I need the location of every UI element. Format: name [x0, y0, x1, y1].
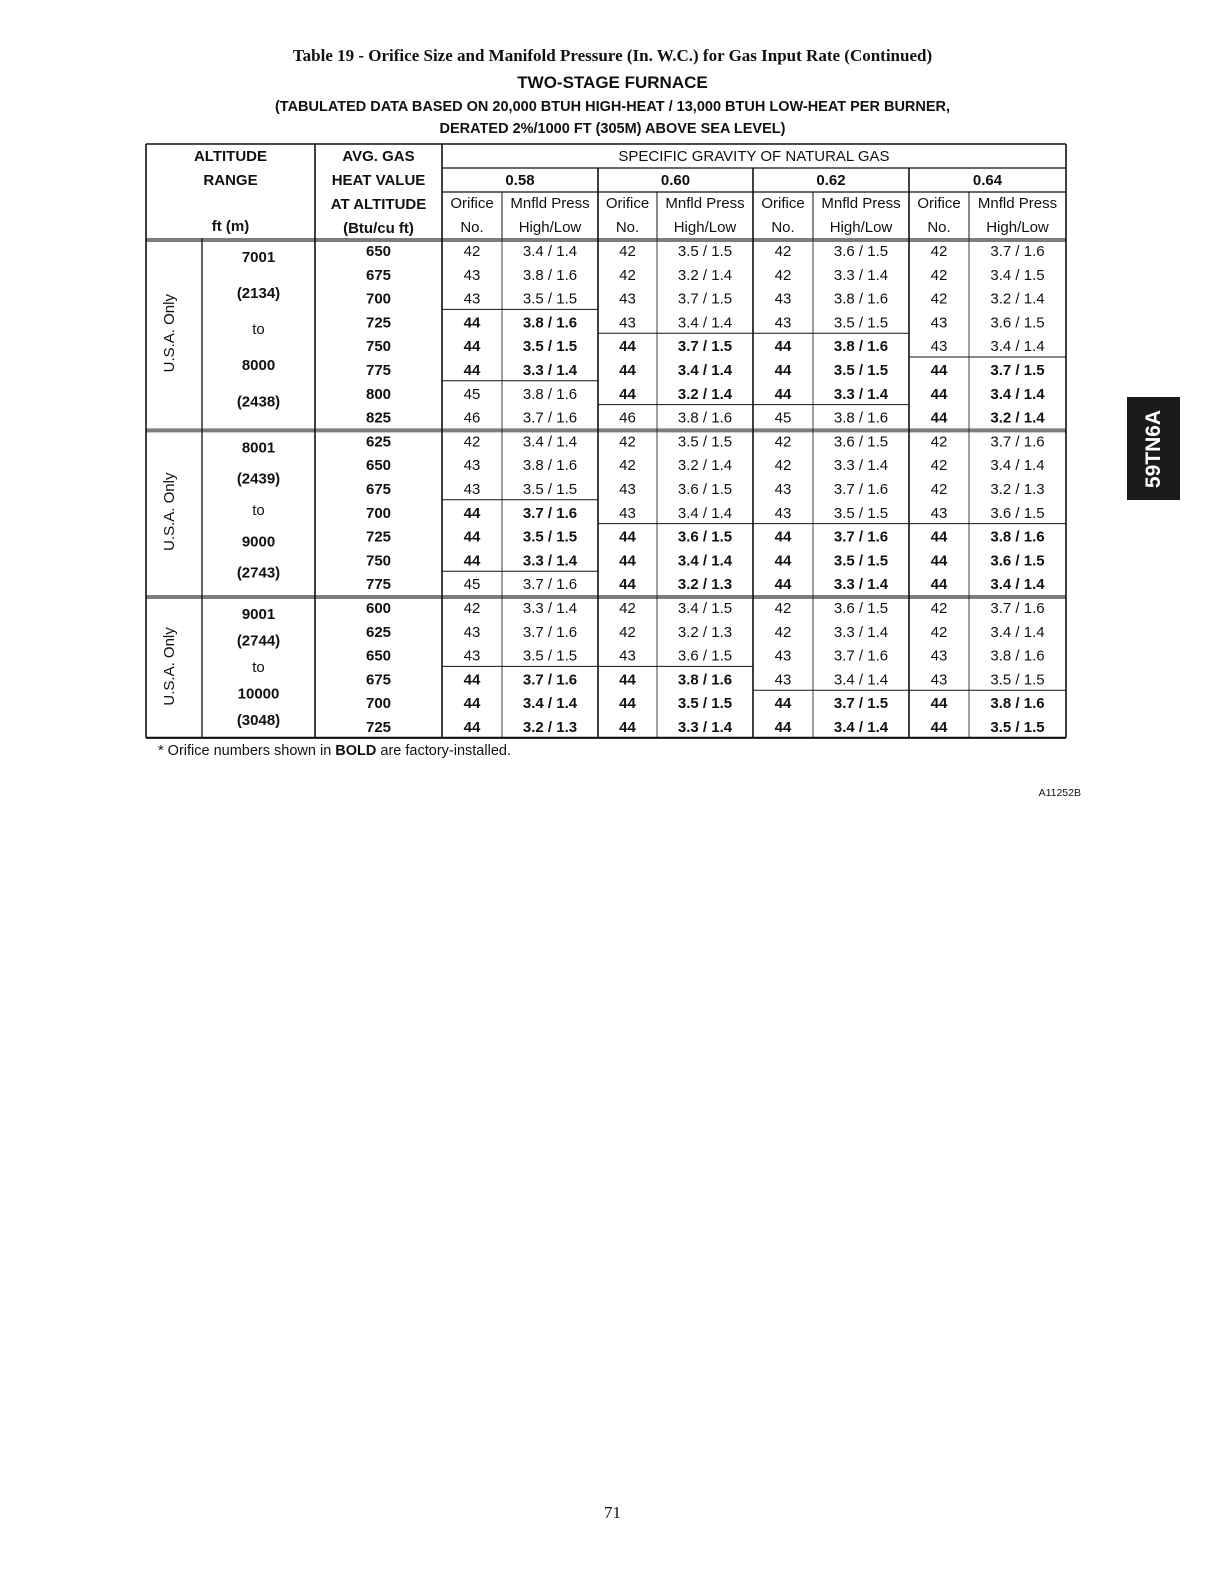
manifold-pressure: 3.7 / 1.6	[833, 528, 889, 546]
altitude-range-line: to	[252, 659, 265, 677]
orifice-no: 43	[463, 623, 481, 641]
orifice-no: 43	[619, 647, 636, 665]
header-mnfld-press: Mnfld Press	[821, 195, 901, 212]
manifold-pressure: 3.5 / 1.5	[833, 552, 889, 570]
manifold-pressure: 3.5 / 1.5	[833, 362, 889, 379]
altitude-range-line: (2134)	[236, 285, 281, 303]
orifice-no: 44	[774, 576, 792, 594]
manifold-pressure: 3.5 / 1.5	[990, 671, 1045, 689]
orifice-no: 44	[930, 552, 948, 570]
orifice-no: 43	[774, 671, 792, 689]
heat-value: 825	[365, 409, 392, 427]
orifice-no: 43	[463, 290, 481, 308]
manifold-pressure: 3.8 / 1.6	[677, 409, 733, 427]
side-tab-model	[1127, 397, 1180, 500]
orifice-no: 43	[774, 647, 792, 665]
orifice-no: 42	[619, 243, 636, 260]
orifice-no: 44	[463, 314, 481, 332]
altitude-range-line: 10000	[237, 685, 280, 703]
manifold-pressure: 3.6 / 1.5	[677, 528, 733, 546]
orifice-no: 44	[463, 695, 481, 713]
side-tab-label: 59TN6A	[1141, 409, 1165, 488]
footnote-text-post: are factory-installed.	[376, 743, 511, 759]
orifice-no: 44	[774, 719, 792, 736]
manifold-pressure: 3.4 / 1.4	[677, 504, 733, 522]
header-gravity-0.62: 0.62	[816, 172, 846, 189]
orifice-no: 42	[774, 243, 792, 260]
manifold-pressure: 3.5 / 1.5	[677, 243, 733, 260]
manifold-pressure: 3.8 / 1.6	[990, 528, 1045, 546]
header-orifice: Orifice	[761, 195, 805, 212]
manifold-pressure: 3.4 / 1.4	[990, 338, 1045, 356]
manifold-pressure: 3.5 / 1.5	[522, 528, 578, 546]
orifice-no: 42	[930, 481, 948, 498]
header-range: RANGE	[203, 172, 258, 189]
heat-value: 775	[365, 362, 392, 379]
orifice-no: 43	[930, 314, 948, 332]
orifice-no: 43	[463, 266, 481, 284]
heat-value: 725	[365, 528, 392, 546]
orifice-no: 45	[463, 385, 481, 403]
manifold-pressure: 3.7 / 1.6	[990, 243, 1045, 260]
manifold-pressure: 3.4 / 1.4	[833, 719, 889, 736]
manifold-pressure: 3.8 / 1.6	[833, 338, 889, 356]
orifice-no: 45	[463, 576, 481, 594]
orifice-no: 44	[774, 385, 792, 403]
orifice-no: 43	[619, 290, 636, 308]
heat-value: 800	[365, 385, 392, 403]
heat-value: 700	[365, 695, 392, 713]
orifice-no: 42	[930, 433, 948, 451]
heat-value: 650	[365, 647, 392, 665]
group-separator	[146, 238, 1066, 242]
orifice-no: 43	[774, 290, 792, 308]
heat-value: 625	[365, 623, 392, 641]
group-separator	[146, 595, 1066, 599]
manifold-pressure: 3.3 / 1.4	[833, 457, 889, 475]
orifice-no: 44	[463, 552, 481, 570]
header-high-low: High/Low	[518, 219, 582, 236]
header-heat-value-line: (Btu/cu ft)	[343, 220, 414, 237]
manifold-pressure: 3.8 / 1.6	[990, 647, 1045, 665]
orifice-no: 42	[774, 623, 792, 641]
orifice-no: 43	[930, 647, 948, 665]
heat-value: 675	[365, 481, 392, 498]
orifice-no: 44	[930, 385, 948, 403]
table-subtitle: TWO-STAGE FURNACE	[517, 73, 708, 92]
orifice-no: 44	[930, 719, 948, 736]
altitude-range-line: (2438)	[236, 393, 281, 411]
orifice-no: 44	[619, 552, 636, 570]
orifice-no: 44	[463, 338, 481, 356]
manifold-pressure: 3.3 / 1.4	[677, 719, 733, 736]
orifice-no: 44	[463, 528, 481, 546]
orifice-no: 44	[619, 528, 636, 546]
header-mnfld-press: Mnfld Press	[665, 195, 745, 212]
manifold-pressure: 3.7 / 1.6	[522, 504, 578, 522]
manifold-pressure: 3.4 / 1.4	[990, 457, 1045, 475]
manifold-pressure: 3.6 / 1.5	[990, 552, 1045, 570]
manifold-pressure: 3.4 / 1.4	[522, 433, 578, 451]
orifice-no: 43	[619, 504, 636, 522]
orifice-no: 42	[463, 433, 481, 451]
table-basis-line-1: (TABULATED DATA BASED ON 20,000 BTUH HIGH-HEAT / 13,000 BTUH LOW-HEAT PER BURNER,	[274, 99, 951, 115]
manifold-pressure: 3.3 / 1.4	[522, 552, 578, 570]
manifold-pressure: 3.7 / 1.5	[990, 362, 1045, 379]
manifold-pressure: 3.6 / 1.5	[677, 481, 733, 498]
manifold-pressure: 3.5 / 1.5	[833, 314, 889, 332]
heat-value: 600	[365, 600, 392, 617]
header-heat-value-line: HEAT VALUE	[331, 172, 426, 189]
heat-value: 725	[365, 314, 392, 332]
manifold-pressure: 3.8 / 1.6	[522, 385, 578, 403]
manifold-pressure: 3.4 / 1.4	[677, 314, 733, 332]
orifice-no: 43	[463, 481, 481, 498]
header-high-low: High/Low	[673, 219, 737, 236]
manifold-pressure: 3.6 / 1.5	[833, 600, 889, 617]
manifold-pressure: 3.4 / 1.4	[833, 671, 889, 689]
manifold-pressure: 3.5 / 1.5	[990, 719, 1045, 736]
orifice-no: 42	[619, 433, 636, 451]
manifold-pressure: 3.4 / 1.4	[677, 362, 733, 379]
footnote	[158, 743, 511, 759]
header-heat-value-line: AT ALTITUDE	[330, 196, 427, 213]
manifold-pressure: 3.5 / 1.5	[522, 290, 578, 308]
orifice-no: 42	[619, 457, 636, 475]
orifice-no: 44	[619, 338, 636, 356]
manifold-pressure: 3.5 / 1.5	[833, 504, 889, 522]
orifice-no: 44	[774, 552, 792, 570]
header-specific-gravity: SPECIFIC GRAVITY OF NATURAL GAS	[618, 148, 890, 165]
header-orifice-no: No.	[771, 219, 795, 236]
altitude-range-line: (2439)	[236, 470, 281, 488]
header-orifice-no: No.	[615, 219, 640, 236]
manifold-pressure: 3.3 / 1.4	[522, 362, 578, 379]
orifice-no: 44	[619, 362, 636, 379]
header-altitude: ALTITUDE	[193, 148, 268, 165]
manifold-pressure: 3.3 / 1.4	[833, 385, 889, 403]
orifice-no: 42	[774, 433, 792, 451]
orifice-no: 43	[930, 504, 948, 522]
manifold-pressure: 3.8 / 1.6	[522, 457, 578, 475]
orifice-no: 44	[619, 695, 636, 713]
orifice-no: 46	[463, 409, 481, 427]
header-high-low: High/Low	[829, 219, 893, 236]
manifold-pressure: 3.2 / 1.4	[990, 409, 1045, 427]
manifold-pressure: 3.7 / 1.6	[522, 671, 578, 689]
orifice-no: 42	[619, 623, 636, 641]
orifice-no: 44	[930, 576, 948, 594]
orifice-no: 42	[930, 600, 948, 617]
manifold-pressure: 3.6 / 1.5	[833, 433, 889, 451]
manifold-pressure: 3.4 / 1.5	[990, 266, 1045, 284]
manifold-pressure: 3.3 / 1.4	[833, 576, 889, 594]
manifold-pressure: 3.8 / 1.6	[833, 290, 889, 308]
orifice-no: 42	[619, 600, 636, 617]
heat-value: 650	[365, 457, 392, 475]
header-high-low: High/Low	[986, 219, 1049, 236]
region-label: U.S.A. Only	[161, 627, 178, 706]
header-orifice-no: No.	[460, 219, 484, 236]
orifice-no: 42	[930, 290, 948, 308]
heat-value: 725	[365, 719, 392, 736]
orifice-no: 43	[774, 314, 792, 332]
orifice-no: 44	[463, 362, 481, 379]
orifice-no: 44	[463, 719, 481, 736]
orifice-no: 45	[774, 409, 792, 427]
manifold-pressure: 3.2 / 1.3	[522, 719, 578, 736]
manifold-pressure: 3.2 / 1.4	[990, 290, 1045, 308]
orifice-table	[0, 0, 1225, 760]
orifice-no: 43	[463, 457, 481, 475]
manifold-pressure: 3.4 / 1.4	[677, 552, 733, 570]
heat-value: 675	[365, 266, 392, 284]
manifold-pressure: 3.3 / 1.4	[522, 600, 578, 617]
altitude-range-line: 8001	[241, 439, 276, 457]
figure-code: A11252B	[1038, 787, 1081, 799]
manifold-pressure: 3.2 / 1.3	[677, 576, 733, 594]
table-basis-line-2: DERATED 2%/1000 FT (305M) ABOVE SEA LEVEL)	[439, 121, 786, 137]
table-title: Table 19 - Orifice Size and Manifold Pressure (In. W.C.) for Gas Input Rate (Continued)	[292, 46, 933, 65]
orifice-no: 44	[930, 409, 948, 427]
manifold-pressure: 3.2 / 1.3	[990, 481, 1045, 498]
orifice-no: 42	[930, 266, 948, 284]
header-orifice: Orifice	[917, 195, 961, 212]
orifice-no: 43	[774, 504, 792, 522]
orifice-no: 44	[619, 576, 636, 594]
manifold-pressure: 3.7 / 1.5	[677, 290, 733, 308]
orifice-no: 42	[463, 243, 481, 260]
orifice-no: 43	[463, 647, 481, 665]
orifice-no: 43	[619, 314, 636, 332]
altitude-range-line: 9000	[241, 533, 276, 551]
orifice-no: 44	[619, 671, 636, 689]
header-orifice-no: No.	[927, 219, 951, 236]
manifold-pressure: 3.5 / 1.5	[522, 481, 578, 498]
orifice-no: 44	[774, 338, 792, 356]
heat-value: 750	[365, 338, 392, 356]
orifice-no: 42	[619, 266, 636, 284]
orifice-table-grid	[0, 0, 1225, 760]
orifice-no: 42	[930, 623, 948, 641]
altitude-range-line: 7001	[241, 249, 276, 266]
orifice-no: 44	[774, 362, 792, 379]
manifold-pressure: 3.7 / 1.5	[677, 338, 733, 356]
manifold-pressure: 3.5 / 1.5	[522, 338, 578, 356]
orifice-no: 44	[463, 671, 481, 689]
orifice-no: 44	[463, 504, 481, 522]
footnote-text-pre: * Orifice numbers shown in	[158, 743, 336, 759]
header-gravity-0.58: 0.58	[505, 172, 535, 189]
orifice-no: 43	[930, 338, 948, 356]
manifold-pressure: 3.7 / 1.6	[833, 481, 889, 498]
manifold-pressure: 3.2 / 1.3	[677, 623, 733, 641]
altitude-range-line: (3048)	[236, 712, 281, 730]
manifold-pressure: 3.7 / 1.6	[990, 433, 1045, 451]
altitude-range-line: to	[252, 321, 265, 339]
altitude-range-line: 8000	[241, 357, 276, 375]
heat-value: 750	[365, 552, 392, 570]
heat-value: 775	[365, 576, 392, 594]
manifold-pressure: 3.5 / 1.5	[522, 647, 578, 665]
manifold-pressure: 3.4 / 1.4	[990, 385, 1045, 403]
orifice-no: 44	[930, 362, 948, 379]
manifold-pressure: 3.5 / 1.5	[677, 695, 733, 713]
orifice-no: 44	[619, 719, 636, 736]
altitude-range-line: 9001	[241, 606, 276, 623]
orifice-no: 44	[774, 528, 792, 546]
manifold-pressure: 3.6 / 1.5	[833, 243, 889, 260]
orifice-no: 42	[774, 457, 792, 475]
manifold-pressure: 3.2 / 1.4	[677, 457, 733, 475]
header-gravity-0.64: 0.64	[972, 172, 1003, 189]
manifold-pressure: 3.3 / 1.4	[833, 266, 889, 284]
page-number: 71	[604, 1503, 621, 1522]
orifice-no: 43	[930, 671, 948, 689]
altitude-range-line: (2743)	[236, 564, 281, 582]
manifold-pressure: 3.8 / 1.6	[522, 314, 578, 332]
heat-value: 625	[365, 433, 392, 451]
header-orifice: Orifice	[450, 195, 494, 212]
manifold-pressure: 3.3 / 1.4	[833, 623, 889, 641]
manifold-pressure: 3.5 / 1.5	[677, 433, 733, 451]
manifold-pressure: 3.7 / 1.6	[522, 623, 578, 641]
header-mnfld-press: Mnfld Press	[977, 195, 1058, 212]
manifold-pressure: 3.4 / 1.4	[522, 243, 578, 260]
manifold-pressure: 3.7 / 1.6	[522, 576, 578, 594]
manifold-pressure: 3.4 / 1.4	[990, 576, 1045, 594]
manifold-pressure: 3.7 / 1.6	[522, 409, 578, 427]
header-altitude-unit: ft (m)	[211, 218, 250, 235]
manifold-pressure: 3.4 / 1.4	[522, 695, 578, 713]
header-gravity-0.60: 0.60	[660, 172, 691, 189]
orifice-no: 46	[619, 409, 636, 427]
group-separator	[146, 428, 1066, 432]
manifold-pressure: 3.6 / 1.5	[677, 647, 733, 665]
orifice-no: 42	[930, 243, 948, 260]
manifold-pressure: 3.8 / 1.6	[677, 671, 733, 689]
orifice-no: 44	[619, 385, 636, 403]
manifold-pressure: 3.2 / 1.4	[677, 266, 733, 284]
orifice-no: 42	[463, 600, 481, 617]
header-heat-value-line: AVG. GAS	[342, 148, 415, 165]
header-orifice: Orifice	[605, 195, 650, 212]
orifice-no: 43	[774, 481, 792, 498]
orifice-no: 44	[930, 528, 948, 546]
altitude-range-line: (2744)	[236, 632, 281, 650]
manifold-pressure: 3.4 / 1.4	[990, 623, 1045, 641]
heat-value: 700	[365, 504, 392, 522]
orifice-no: 42	[930, 457, 948, 475]
manifold-pressure: 3.8 / 1.6	[522, 266, 578, 284]
heat-value: 650	[365, 243, 392, 260]
footnote-bold-word: BOLD	[335, 743, 377, 759]
manifold-pressure: 3.7 / 1.6	[833, 647, 889, 665]
manifold-pressure: 3.7 / 1.5	[833, 695, 889, 713]
manifold-pressure: 3.4 / 1.5	[677, 600, 733, 617]
manifold-pressure: 3.6 / 1.5	[990, 314, 1045, 332]
orifice-no: 44	[930, 695, 948, 713]
manifold-pressure: 3.2 / 1.4	[677, 385, 733, 403]
altitude-range-line: to	[252, 502, 265, 520]
region-label: U.S.A. Only	[161, 294, 178, 373]
header-mnfld-press: Mnfld Press	[510, 195, 590, 212]
orifice-no: 43	[619, 481, 636, 498]
manifold-pressure: 3.7 / 1.6	[990, 600, 1045, 617]
orifice-no: 42	[774, 600, 792, 617]
orifice-no: 44	[774, 695, 792, 713]
heat-value: 700	[365, 290, 392, 308]
orifice-no: 42	[774, 266, 792, 284]
manifold-pressure: 3.6 / 1.5	[990, 504, 1045, 522]
heat-value: 675	[365, 671, 392, 689]
region-label: U.S.A. Only	[161, 472, 178, 551]
manifold-pressure: 3.8 / 1.6	[990, 695, 1045, 713]
manifold-pressure: 3.8 / 1.6	[833, 409, 889, 427]
